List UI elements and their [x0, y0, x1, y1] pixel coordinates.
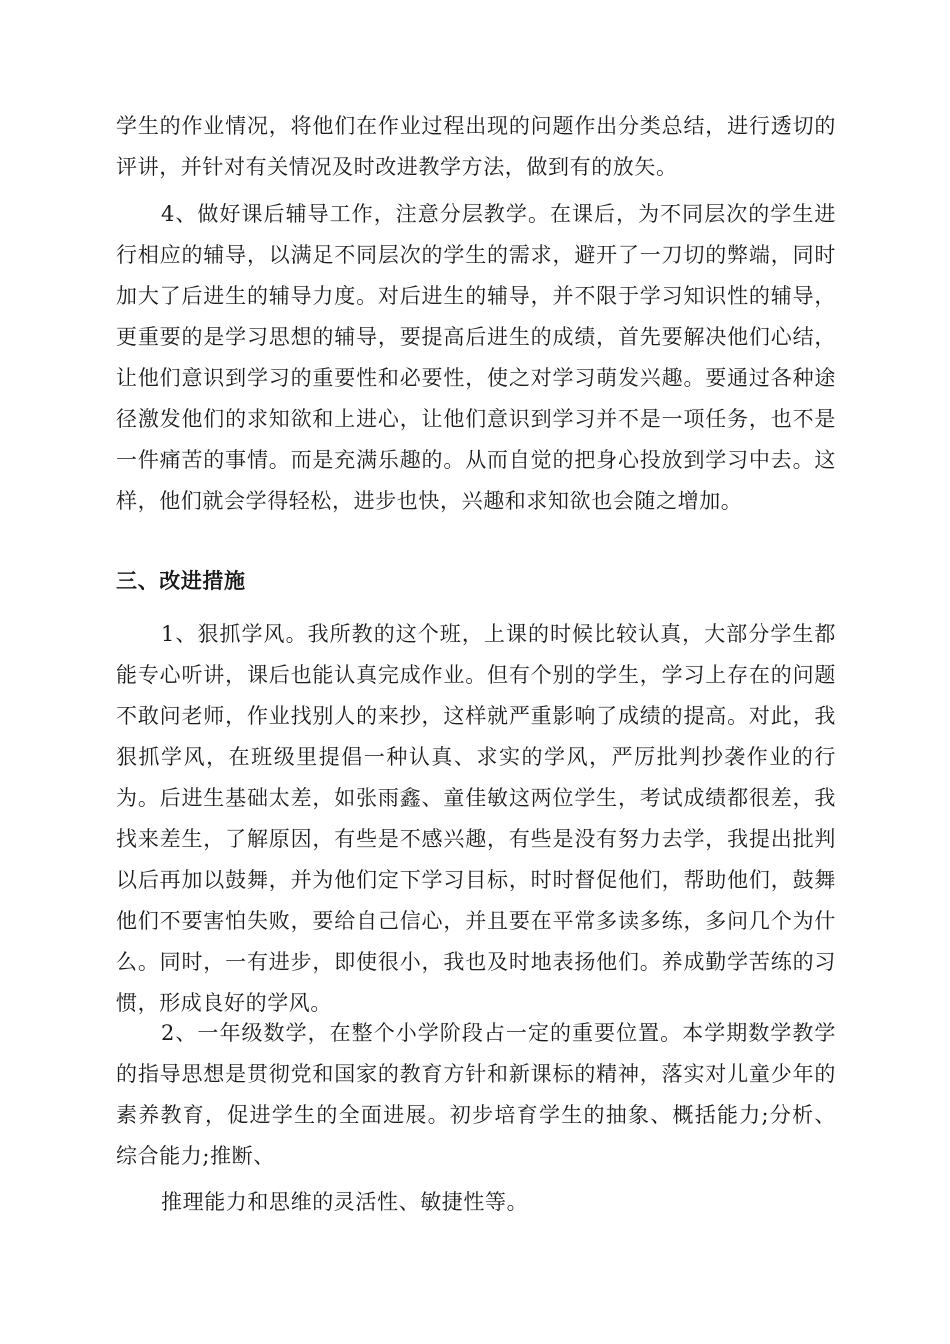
paragraph-reasoning-ability: 推理能力和思维的灵活性、敏捷性等。	[161, 1190, 529, 1214]
section-heading-improvement-measures: 三、改进措施	[116, 569, 246, 593]
paragraph-first-grade-math: 2、一年级数学，在整个小学阶段占一定的重要位置。本学期数学教学的指导思想是贯彻党和国家的教育方针和新课标的精神，落实对儿童少年的素养教育，促进学生的全面进展。初步培育学生的抽象、概括能力;分析、综合能力;推断、	[116, 1021, 836, 1168]
paragraph-homework-review: 学生的作业情况，将他们在作业过程出现的问题作出分类总结，进行透切的评讲，并针对有关情况及时改进教学方法，做到有的放矢。	[116, 114, 836, 179]
paragraph-after-class-tutoring: 4、做好课后辅导工作，注意分层教学。在课后，为不同层次的学生进行相应的辅导，以满足不同层次的学生的需求，避开了一刀切的弊端，同时加大了后进生的辅导力度。对后进生的辅导，并不限于学习知识性的辅导，更重要的是学习思想的辅导，要提高后进生的成绩，首先要解决他们心结，让他们意识到学习的重要性和必要性，使之对学习萌发兴趣。要通过各种途径激发他们的求知欲和上进心，让他们意识到学习并不是一项任务，也不是一件痛苦的事情。而是充满乐趣的。从而自觉的把身心投放到学习中去。这样，他们就会学得轻松，进步也快，兴趣和求知欲也会随之增加。	[116, 202, 836, 513]
paragraph-study-atmosphere: 1、狠抓学风。我所教的这个班，上课的时候比较认真，大部分学生都能专心听讲，课后也能认真完成作业。但有个别的学生，学习上存在的问题不敢问老师，作业找别人的来抄，这样就严重影响了成绩的提高。对此，我狠抓学风，在班级里提倡一种认真、求实的学风，严厉批判抄袭作业的行为。后进生基础太差，如张雨鑫、童佳敏这两位学生，考试成绩都很差，我找来差生，了解原因，有些是不感兴趣，有些是没有努力去学，我提出批判以后再加以鼓舞，并为他们定下学习目标，时时督促他们，帮助他们，鼓舞他们不要害怕失败，要给自己信心，并且要在平常多读多练，多问几个为什么。同时，一有进步，即使很小，我也及时地表扬他们。养成勤学苦练的习惯，形成良好的学风。	[116, 622, 836, 1015]
